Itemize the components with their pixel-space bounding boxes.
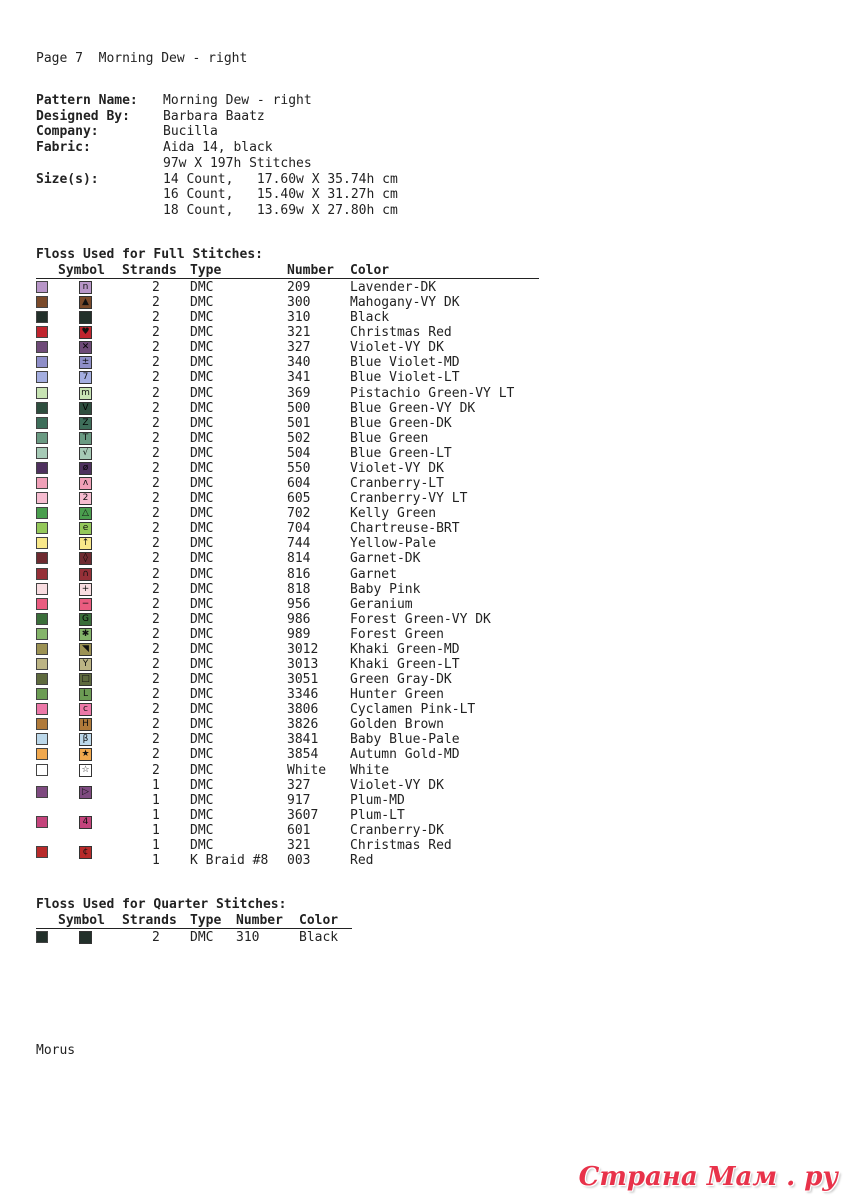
floss-row-number: 3346 [287,687,319,703]
floss-row-strands: 2 [152,355,160,371]
floss-row-color: Black [350,310,390,326]
floss-row-type: DMC [190,717,214,733]
info-label: Pattern Name: [36,93,138,108]
floss-row-color: Christmas Red [350,325,452,341]
color-swatch [36,341,48,353]
floss-row-color: Green Gray-DK [350,672,452,688]
blend-row-color: Plum-LT [350,807,405,823]
info-value: Barbara Baatz [163,108,265,124]
floss-row-strands: 2 [152,400,160,416]
footer-author: Morus [36,1043,76,1058]
info-value: 18 Count, 13.69w X 27.80h cm [163,202,398,218]
floss-row-strands: 2 [152,687,160,703]
floss-row-color: Baby Pink [350,581,421,597]
stitch-symbol: ▲ [79,296,92,309]
floss-row-number: 369 [287,385,311,401]
floss-row-number: 3854 [287,747,319,763]
floss-row-strands: 2 [152,611,160,627]
floss-row-strands: 2 [152,506,160,522]
floss-row-number: 3013 [287,657,319,672]
stitch-symbol: H [79,718,92,731]
floss-row-type: DMC [190,295,214,311]
floss-row-number: 3051 [287,672,319,688]
blend-row-number: 917 [287,792,311,808]
floss-row-color: Khaki Green-MD [350,641,460,657]
stitch-symbol: + [79,583,92,596]
stitch-symbol: ✕ [79,341,92,354]
floss-row-type: DMC [190,611,214,627]
info-label: Fabric: [36,140,91,156]
floss-row-strands: 2 [152,581,160,597]
stitch-symbol: n [79,281,92,294]
floss-row-strands: 2 [152,521,160,537]
color-swatch [36,643,48,655]
floss-row-color: Blue Green-VY DK [350,400,476,416]
stitch-symbol: ✱ [79,628,92,641]
floss-row-type: DMC [190,566,214,582]
color-swatch [36,703,48,715]
quarter-row-color: Black [299,930,339,945]
color-swatch [36,537,48,549]
floss-row-number: 209 [287,280,311,295]
stitch-symbol [79,311,92,324]
color-swatch [36,688,48,700]
floss-row-strands: 2 [152,460,160,476]
stitch-symbol: Z [79,417,92,430]
floss-row-number: 3012 [287,641,319,657]
stitch-symbol: ¢ [79,846,92,859]
floss-row-color: Cranberry-VY LT [350,491,468,507]
header-number: Number [236,913,283,928]
floss-row-number: 340 [287,355,311,371]
floss-row-color: Cranberry-LT [350,476,444,492]
floss-row-strands: 2 [152,551,160,567]
color-swatch [36,583,48,595]
header-strands: Strands [122,913,177,928]
color-swatch [36,658,48,670]
floss-row-number: 321 [287,325,311,341]
blend-row-color: Violet-VY DK [350,777,444,793]
floss-row-color: Forest Green-VY DK [350,611,491,627]
info-label: Company: [36,124,99,140]
info-value: 16 Count, 15.40w X 31.27h cm [163,187,398,203]
blend-row-color: Red [350,853,374,869]
stitch-symbol: ∩ [79,568,92,581]
stitch-symbol: G [79,613,92,626]
stitch-symbol: ʌ [79,477,92,490]
stitch-symbol [79,931,92,944]
stitch-symbol: ★ [79,748,92,761]
floss-row-strands: 2 [152,732,160,748]
floss-row-number: 550 [287,460,311,476]
color-swatch [36,492,48,504]
color-swatch [36,281,48,293]
color-swatch [36,931,48,943]
floss-row-color: Forest Green [350,626,444,642]
floss-row-strands: 2 [152,747,160,763]
stitch-symbol: e [79,522,92,535]
floss-row-color: Cyclamen Pink-LT [350,702,476,718]
color-swatch [36,326,48,338]
floss-row-type: DMC [190,551,214,567]
color-swatch [36,748,48,760]
floss-row-number: 989 [287,626,311,642]
floss-row-number: White [287,762,327,778]
color-swatch [36,568,48,580]
header-strands: Strands [122,263,177,278]
floss-row-number: 605 [287,491,311,507]
floss-row-number: 341 [287,370,311,386]
floss-row-strands: 2 [152,430,160,446]
stitch-symbol: □ [79,673,92,686]
color-swatch [36,522,48,534]
floss-row-type: DMC [190,476,214,492]
floss-row-strands: 2 [152,280,160,295]
info-value: Bucilla [163,124,218,140]
floss-row-type: DMC [190,280,214,295]
floss-row-strands: 2 [152,310,160,326]
blend-row-strands: 1 [152,837,160,853]
stitch-symbol: m [79,387,92,400]
floss-row-type: DMC [190,641,214,657]
stitch-symbol: T [79,432,92,445]
stitch-symbol: ◥ [79,643,92,656]
header-rule [36,928,352,929]
color-swatch [36,764,48,776]
floss-row-strands: 2 [152,340,160,356]
info-value: 97w X 197h Stitches [163,155,312,171]
floss-row-number: 604 [287,476,311,492]
floss-row-strands: 2 [152,596,160,612]
table-title: Floss Used for Full Stitches: [36,247,263,262]
header-rule [36,278,539,279]
floss-row-type: DMC [190,626,214,642]
floss-row-type: DMC [190,747,214,763]
color-swatch [36,477,48,489]
floss-row-color: White [350,762,390,778]
stitch-symbol: ♥ [79,326,92,339]
floss-row-color: Lavender-DK [350,280,437,295]
page-header: Page 7 Morning Dew - right [36,51,248,66]
blend-row-strands: 1 [152,777,160,793]
floss-row-number: 814 [287,551,311,567]
blend-row-type: DMC [190,807,214,823]
floss-row-type: DMC [190,506,214,522]
info-value: Aida 14, black [163,140,273,156]
floss-row-number: 956 [287,596,311,612]
color-swatch [36,613,48,625]
floss-row-strands: 2 [152,445,160,461]
floss-row-type: DMC [190,672,214,688]
color-swatch [36,387,48,399]
color-swatch [36,462,48,474]
color-swatch [36,552,48,564]
table-title: Floss Used for Quarter Stitches: [36,897,287,912]
floss-row-strands: 2 [152,536,160,552]
floss-row-type: DMC [190,581,214,597]
quarter-row-type: DMC [190,930,214,945]
stitch-symbol: Y [79,658,92,671]
blend-row-number: 327 [287,777,311,793]
floss-row-strands: 2 [152,641,160,657]
color-swatch [36,311,48,323]
stitch-symbol: 2 [79,492,92,505]
blend-row-strands: 1 [152,792,160,808]
blend-row-type: DMC [190,822,214,838]
floss-row-strands: 2 [152,657,160,672]
floss-row-number: 986 [287,611,311,627]
floss-row-number: 500 [287,400,311,416]
quarter-row-strands: 2 [152,930,160,945]
blend-row-strands: 1 [152,807,160,823]
floss-row-number: 327 [287,340,311,356]
color-swatch [36,296,48,308]
floss-row-strands: 2 [152,476,160,492]
info-value: Morning Dew - right [163,93,312,108]
floss-row-type: DMC [190,430,214,446]
header-symbol: Symbol [58,913,105,928]
stitch-symbol: ± [79,356,92,369]
floss-row-color: Yellow-Pale [350,536,437,552]
color-swatch [36,507,48,519]
floss-row-type: DMC [190,415,214,431]
floss-row-number: 702 [287,506,311,522]
blend-row-number: 003 [287,853,311,869]
blend-row-color: Plum-MD [350,792,405,808]
floss-row-color: Garnet-DK [350,551,421,567]
info-value: 14 Count, 17.60w X 35.74h cm [163,171,398,187]
floss-row-strands: 2 [152,717,160,733]
header-color: Color [299,913,339,928]
floss-row-color: Blue Green-LT [350,445,452,461]
stitch-symbol: − [79,598,92,611]
floss-row-color: Kelly Green [350,506,437,522]
floss-row-type: DMC [190,460,214,476]
floss-row-strands: 2 [152,385,160,401]
floss-row-color: Golden Brown [350,717,444,733]
blend-row-type: DMC [190,837,214,853]
color-swatch [36,718,48,730]
floss-row-type: DMC [190,702,214,718]
floss-row-color: Blue Green [350,430,429,446]
stitch-symbol: ↑ [79,537,92,550]
header-type: Type [190,263,222,278]
floss-row-type: DMC [190,687,214,703]
header-type: Type [190,913,222,928]
floss-row-color: Blue Green-DK [350,415,452,431]
color-swatch [36,402,48,414]
floss-row-strands: 2 [152,672,160,688]
floss-row-color: Chartreuse-BRT [350,521,460,537]
floss-row-number: 504 [287,445,311,461]
floss-row-number: 3841 [287,732,319,748]
stitch-symbol: 7 [79,371,92,384]
blend-row-type: K Braid #8 [190,853,269,869]
blend-row-type: DMC [190,777,214,793]
blend-row-color: Cranberry-DK [350,822,444,838]
stitch-symbol: ø [79,462,92,475]
floss-row-type: DMC [190,762,214,778]
header-symbol: Symbol [58,263,105,278]
floss-row-number: 300 [287,295,311,311]
floss-row-number: 310 [287,310,311,326]
stitch-symbol: 4 [79,816,92,829]
floss-row-strands: 2 [152,325,160,341]
color-swatch [36,417,48,429]
color-swatch [36,733,48,745]
floss-row-type: DMC [190,732,214,748]
blend-row-color: Christmas Red [350,837,452,853]
blend-row-strands: 1 [152,822,160,838]
color-swatch [36,447,48,459]
color-swatch [36,628,48,640]
floss-row-type: DMC [190,596,214,612]
blend-row-number: 601 [287,822,311,838]
floss-row-strands: 2 [152,702,160,718]
floss-row-color: Garnet [350,566,397,582]
color-swatch [36,371,48,383]
floss-row-strands: 2 [152,762,160,778]
stitch-symbol: L [79,688,92,701]
floss-row-number: 3806 [287,702,319,718]
blend-row-number: 3607 [287,807,319,823]
floss-row-type: DMC [190,445,214,461]
color-swatch [36,816,48,828]
color-swatch [36,356,48,368]
floss-row-number: 744 [287,536,311,552]
stitch-symbol: √ [79,447,92,460]
floss-row-type: DMC [190,340,214,356]
stitch-symbol: V [79,402,92,415]
floss-row-strands: 2 [152,566,160,582]
floss-row-type: DMC [190,521,214,537]
floss-row-type: DMC [190,325,214,341]
floss-row-strands: 2 [152,415,160,431]
floss-row-type: DMC [190,355,214,371]
blend-row-strands: 1 [152,853,160,869]
floss-row-color: Blue Violet-LT [350,370,460,386]
floss-row-color: Autumn Gold-MD [350,747,460,763]
floss-row-color: Mahogany-VY DK [350,295,460,311]
floss-row-color: Blue Violet-MD [350,355,460,371]
floss-row-color: Baby Blue-Pale [350,732,460,748]
floss-row-number: 816 [287,566,311,582]
color-swatch [36,786,48,798]
header-number: Number [287,263,334,278]
stitch-symbol: β [79,733,92,746]
stitch-symbol: ☆ [79,764,92,777]
floss-row-type: DMC [190,385,214,401]
stitch-symbol: △ [79,507,92,520]
floss-row-color: Violet-VY DK [350,340,444,356]
floss-row-type: DMC [190,400,214,416]
floss-row-color: Geranium [350,596,413,612]
floss-row-number: 501 [287,415,311,431]
watermark-logo: Страна Мам . ру [578,1162,838,1192]
floss-row-type: DMC [190,370,214,386]
color-swatch [36,432,48,444]
blend-row-type: DMC [190,792,214,808]
floss-row-strands: 2 [152,295,160,311]
floss-row-type: DMC [190,657,214,672]
floss-row-type: DMC [190,491,214,507]
color-swatch [36,846,48,858]
color-swatch [36,598,48,610]
color-swatch [36,673,48,685]
stitch-symbol: ▷ [79,786,92,799]
header-color: Color [350,263,390,278]
floss-row-number: 3826 [287,717,319,733]
quarter-row-number: 310 [236,930,260,945]
floss-row-type: DMC [190,536,214,552]
stitch-symbol: ◊ [79,552,92,565]
info-label: Size(s): [36,171,99,187]
info-label: Designed By: [36,108,130,124]
floss-row-color: Hunter Green [350,687,444,703]
floss-row-number: 502 [287,430,311,446]
floss-row-strands: 2 [152,370,160,386]
floss-row-color: Pistachio Green-VY LT [350,385,515,401]
floss-row-strands: 2 [152,626,160,642]
floss-row-color: Khaki Green-LT [350,657,460,672]
floss-row-type: DMC [190,310,214,326]
floss-row-strands: 2 [152,491,160,507]
blend-row-number: 321 [287,837,311,853]
floss-row-number: 818 [287,581,311,597]
stitch-symbol: c [79,703,92,716]
floss-row-color: Violet-VY DK [350,460,444,476]
floss-row-number: 704 [287,521,311,537]
